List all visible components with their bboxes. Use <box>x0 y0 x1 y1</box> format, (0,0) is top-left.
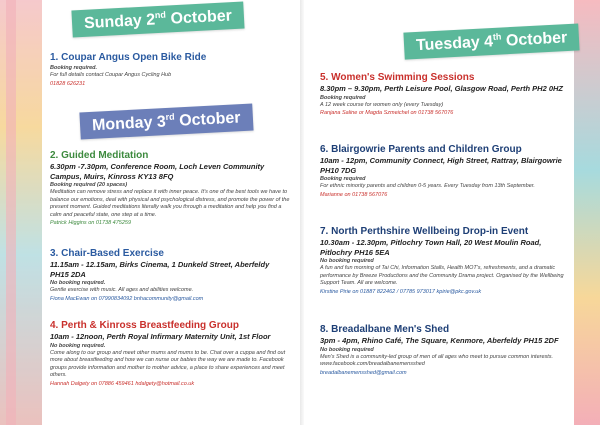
event-7-booking: No booking required <box>320 258 374 264</box>
event-2-contact: Patrick Higgins on 01738 475259 <box>50 220 132 226</box>
tuesday-banner-month: October <box>501 29 568 50</box>
event-5-title: 5. Women's Swimming Sessions <box>320 72 475 83</box>
event-7 <box>320 226 568 296</box>
event-3-contact: Fiona MacEwan on 07990834092 bnhacommunity@gmail.com <box>50 295 204 302</box>
event-6-title: 6. Blairgowrie Parents and Children Group <box>320 144 522 155</box>
event-8-title: 8. Breadalbane Men's Shed <box>320 324 450 335</box>
event-1-booking: Booking required. <box>50 65 98 71</box>
event-5-description: A 12 week course for women only (every Tuesday) <box>320 101 444 108</box>
event-4-booking: No booking required. <box>50 342 106 349</box>
event-6-description: For ethnic minority parents and children 0-5 years. Every Tuesday from 13th September. <box>320 183 535 189</box>
event-4 <box>50 320 290 388</box>
event-3 <box>50 248 290 303</box>
monday-banner-day: Monday 3 <box>91 113 167 135</box>
event-5-location: 8.30pm – 9.30pm, Perth Leisure Pool, Glasgow Road, Perth PH2 0HZ <box>320 84 563 93</box>
event-2-booking: Booking required (20 spaces) <box>50 182 128 188</box>
event-2 <box>50 150 290 227</box>
event-4-location: 10am - 12noon, Perth Royal Infirmary Maternity Unit, 1st Floor <box>50 332 271 341</box>
event-8-description: Men's Shed is a community-led group of men of all ages who meet to pursue common interests. www.facebook.com/breadalbanemensshed <box>320 353 554 367</box>
event-7-description: A fun and fun morning of Tai Chi, Information Stalls, Health MOT's, refreshments, and a dramatic performance by Breeze Productions and the Community Drama project. Organised by the Wellbeing Support Team. All are welcome. <box>320 265 564 286</box>
tuesday-banner-ordinal: th <box>492 31 502 42</box>
sunday-banner-ordinal: nd <box>154 9 167 21</box>
sunday-banner <box>71 2 244 38</box>
tuesday-banner <box>403 23 580 59</box>
event-2-title: 2. Guided Meditation <box>50 150 149 161</box>
event-8-booking: No booking required <box>320 346 374 353</box>
event-1-contact: 01828 626231 <box>50 80 86 87</box>
event-2-description: Meditation can remove stress and replace it with inner peace. It's one of the best tools we have to balance our emotions, deal with physical and psychological distress, and promote the power of the present moment. Guided meditations literally walk you through a meditation and help you find a calm and peaceful state, one step at a time. <box>50 189 290 218</box>
event-6-contact: Marianne on 01738 567076 <box>320 191 388 198</box>
event-1-title: 1. Coupar Angus Open Bike Ride <box>50 52 207 63</box>
page-fold <box>300 0 304 425</box>
event-5-contact: Ranjana Saline or Magda Szmeichel on 01738 567076 <box>320 110 454 116</box>
event-4-title: 4. Perth & Kinross Breastfeeding Group <box>50 320 239 331</box>
event-4-description: Come along to our group and meet other mums and mums to be. Chat over a cuppa and find out more about breastfeeding and how we can nurse our babies the way we are made to. Facebook groups provide information and mother to mother advice, a place to share experiences and meet others. <box>50 349 286 378</box>
left-decorative-edge <box>0 0 42 425</box>
event-8-contact: breadalbanemensshed@gmail.com <box>320 369 407 376</box>
tuesday-banner-day: Tuesday 4 <box>415 33 494 55</box>
monday-banner <box>79 104 253 140</box>
event-2-location: 6.30pm -7.30pm, Conference Room, Loch Leven Community Campus, Muirs, Kinross KY13 8FQ <box>50 162 265 181</box>
event-3-title: 3. Chair-Based Exercise <box>50 248 164 259</box>
event-6-booking: Booking required <box>320 176 366 182</box>
sunday-banner-month: October <box>165 7 233 28</box>
event-6 <box>320 144 568 199</box>
event-7-contact: Kirstine Pirie on 01887 822462 / 07785 973017 kpirie@pkc.gov.uk <box>320 288 482 295</box>
event-3-booking: No booking required. <box>50 280 106 286</box>
event-3-description: Gentle exercise with music. All ages and abilities welcome. <box>50 287 194 293</box>
event-8 <box>320 324 568 377</box>
monday-banner-month: October <box>174 109 241 130</box>
event-1-description: For full details contact Coupar Angus Cycling Hub <box>50 72 172 78</box>
event-1 <box>50 52 290 88</box>
event-7-location: 10.30am - 12.30pm, Pitlochry Town Hall, 20 West Moulin Road, Pitlochry PH16 5EA <box>320 238 542 257</box>
event-7-title: 7. North Perthshire Wellbeing Drop-in Event <box>320 226 529 237</box>
event-5-booking: Booking required <box>320 94 366 101</box>
left-edge-band <box>6 0 16 425</box>
event-5 <box>320 72 568 117</box>
event-3-location: 11.15am - 12.15am, Birks Cinema, 1 Dunkeld Street, Aberfeldy PH15 2DA <box>50 260 270 279</box>
event-6-location: 10am - 12pm, Community Connect, High Street, Rattray, Blairgowrie PH10 7DG <box>320 156 562 175</box>
event-8-location: 3pm - 4pm, Rhino Café, The Square, Kenmore, Aberfeldy PH15 2DF <box>320 336 559 345</box>
event-4-contact: Hannah Dalgety on 07886 459461 hdalgety@hotmail.co.uk <box>50 380 195 387</box>
monday-banner-ordinal: rd <box>165 111 175 123</box>
right-decorative-edge <box>574 0 600 425</box>
sunday-banner-day: Sunday 2 <box>83 11 156 33</box>
